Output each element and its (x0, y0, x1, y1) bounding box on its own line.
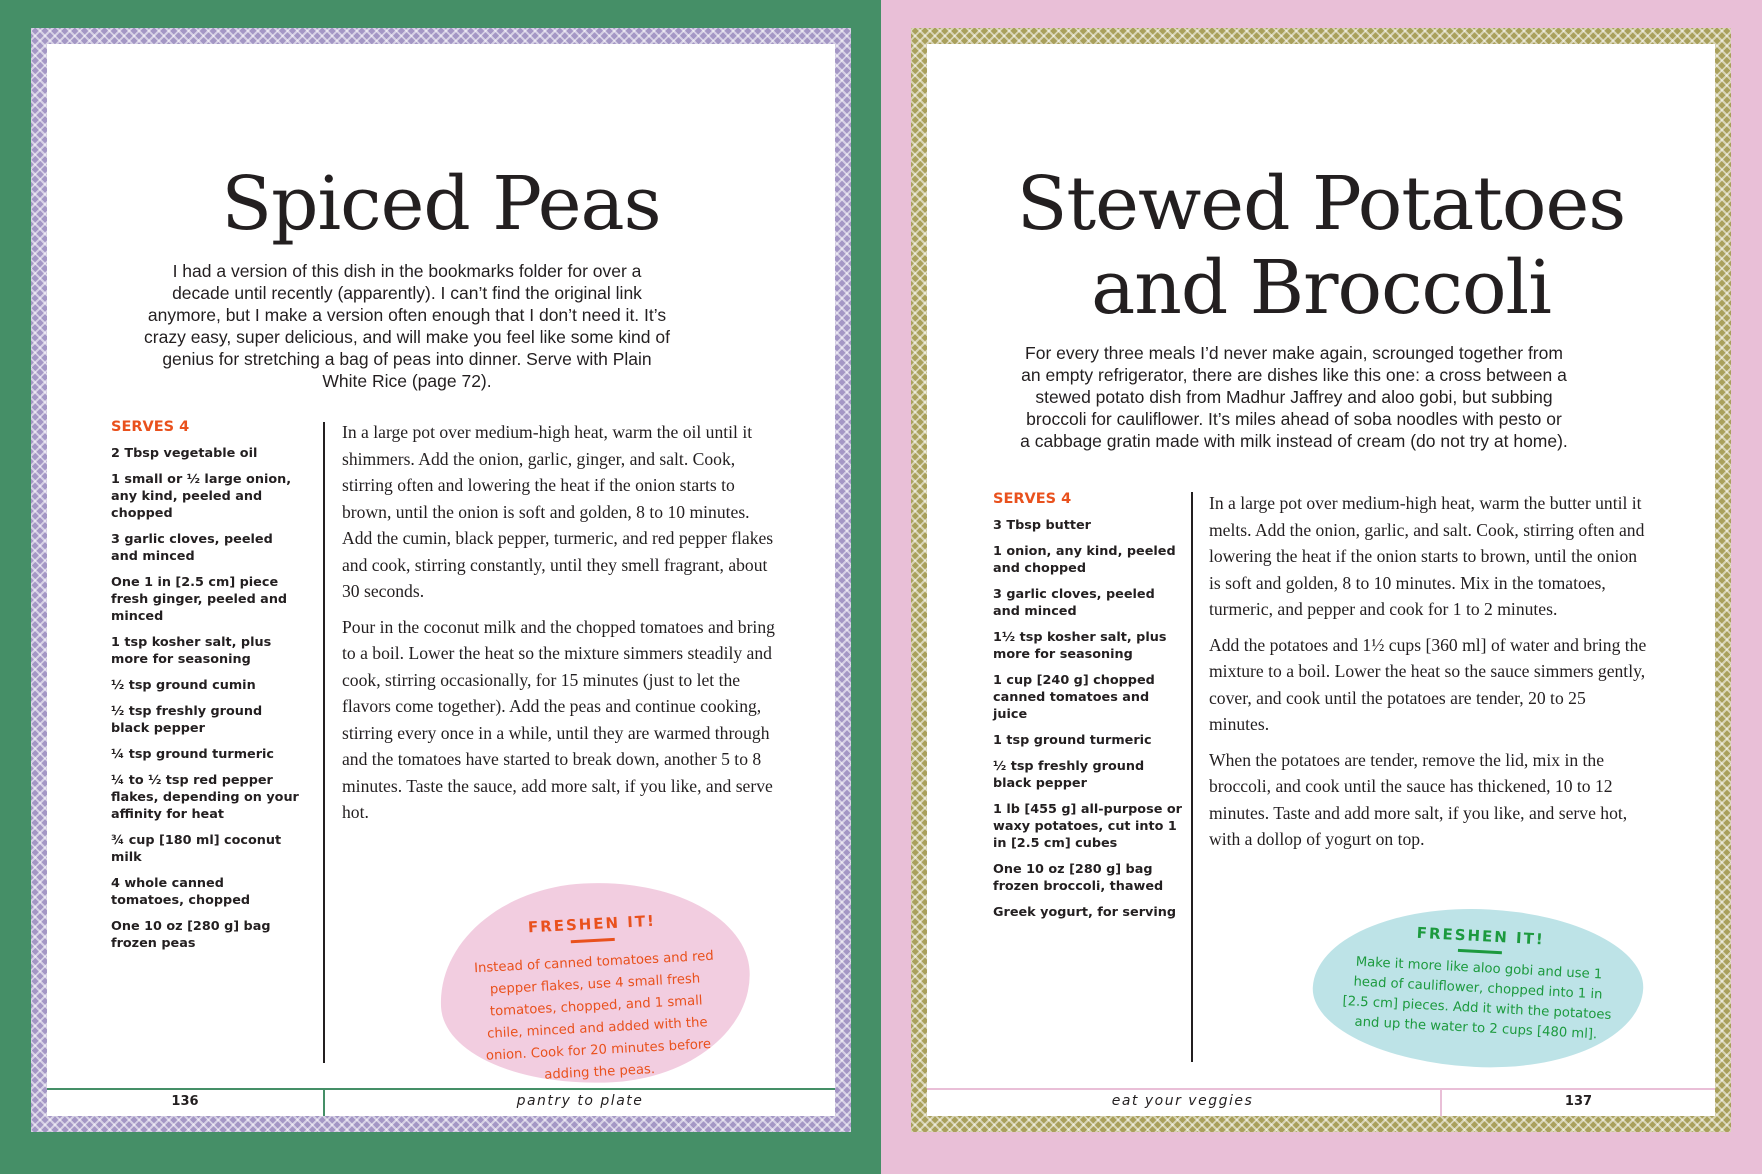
recipe-intro: I had a version of this dish in the bookmarks folder for over a decade until recently (apparently). I can’t find the original link anymore, but I make a version often enough that I don’t need it. It’s crazy easy, super delicious, and will make you feel like some kind of genius for stretching a bag of peas into dinner. Serve with Plain White Rice (page 72). (144, 261, 670, 391)
method-paragraph: When the potatoes are tender, remove the lid, mix in the broccoli, and cook until the sauce has thickened, 10 to 12 minutes. Taste and add more salt, if you like, and serve hot, with a dollop of yogurt on top. (1209, 749, 1628, 849)
ingredient-item: ½ tsp freshly ground black pepper (993, 759, 1145, 791)
right-page (881, 0, 1762, 1174)
ingredients-list (111, 419, 299, 961)
ingredient-item: 1 lb [455 g] all-purpose or waxy potatoes, cut into 1 in [2.5 cm] cubes (993, 802, 1182, 851)
ingredient-item: ½ tsp ground cumin (111, 678, 256, 693)
ingredient-item: 3 garlic cloves, peeled and minced (111, 532, 273, 564)
method-paragraph: In a large pot over medium-high heat, warm the butter until it melts. Add the onion, garlic, and salt. Cook, stirring often and lowering the heat if the onion starts to brown, until the onion is soft and golden, 8 to 10 minutes. Mix in the tomatoes, turmeric, and pepper and cook for 1 to 2 minutes. (1209, 493, 1645, 619)
ingredient-item: One 10 oz [280 g] bag frozen broccoli, thawed (993, 862, 1164, 894)
method-text (342, 419, 777, 835)
page-footer (927, 1088, 1715, 1116)
freshen-it-title: FRESHEN IT! (1416, 923, 1546, 949)
ingredient-item: ¼ to ½ tsp red pepper flakes, depending on your affinity for heat (111, 773, 299, 822)
left-page-frame (31, 28, 851, 1132)
recipe-title: Spiced Peas (221, 161, 661, 247)
recipe-title (927, 162, 1715, 330)
ingredient-item: One 10 oz [280 g] bag frozen peas (111, 919, 271, 951)
ingredient-item: 1 small or ½ large onion, any kind, peeled and chopped (111, 472, 292, 521)
ingredients-list (993, 491, 1183, 930)
ingredient-item: 1 onion, any kind, peeled and chopped (993, 544, 1176, 576)
running-head: eat your veggies (1111, 1093, 1254, 1109)
ingredient-item: 1 tsp ground turmeric (993, 733, 1152, 748)
freshen-it-title: FRESHEN IT! (527, 911, 657, 937)
ingredient-item: One 1 in [2.5 cm] piece fresh ginger, peeled and minced (111, 575, 288, 624)
recipe-title-line-1: Stewed Potatoes (1016, 161, 1626, 247)
running-head: pantry to plate (516, 1093, 644, 1109)
right-paper (927, 44, 1715, 1116)
ingredient-item: ½ tsp freshly ground black pepper (111, 704, 263, 736)
right-page-frame (911, 28, 1731, 1132)
callout-rule (1458, 949, 1502, 954)
ingredient-item: Greek yogurt, for serving (993, 905, 1177, 920)
ingredient-item: 3 garlic cloves, peeled and minced (993, 587, 1155, 619)
recipe-intro: For every three meals I’d never make again, scrounged together from an empty refrigerator, there are dishes like this one: a cross between a stewed potato dish from Madhur Jaffrey and aloo gobi, but subbing broccoli for cauliflower. It’s miles ahead of soba noodles with pesto or a cabbage gratin made with milk instead of cream (do not try at home). (1020, 343, 1568, 451)
ingredient-item: 1 tsp kosher salt, plus more for seasoning (111, 635, 272, 667)
recipe-title-line-2: and Broccoli (1091, 245, 1551, 331)
column-divider (323, 422, 325, 1063)
ingredient-item: ¼ tsp ground turmeric (111, 747, 274, 762)
ingredient-item: 1 cup [240 g] chopped canned tomatoes and juice (993, 673, 1155, 722)
ingredient-item: 3 Tbsp butter (993, 518, 1091, 533)
ingredient-item: 4 whole canned tomatoes, chopped (111, 876, 251, 908)
ingredient-item: ¾ cup [180 ml] coconut milk (111, 833, 282, 865)
ingredient-item: 2 Tbsp vegetable oil (111, 446, 258, 461)
page-number: 137 (1564, 1094, 1593, 1109)
method-text (1209, 490, 1649, 862)
page-number: 136 (171, 1094, 199, 1109)
callout-rule (571, 938, 615, 943)
footer-rule (927, 1088, 1715, 1090)
method-paragraph: Pour in the coconut milk and the chopped tomatoes and bring to a boil. Lower the heat so the mixture simmers steadily and cook, stirring occasionally, for 15 minutes (just to let the flavors come together). Add the peas and continue cooking, stirring every once in a while, until they are warmed through and the tomatoes have started to break down, another 5 to 8 minutes. Taste the sauce, add more salt, if you like, and serve hot. (342, 616, 775, 822)
freshen-it-text: Instead of canned tomatoes and red pepper flakes, use 4 small fresh tomatoes, chopped, and 1 small chile, minced and added with the onion. Cook for 20 minutes before adding the peas. (473, 948, 715, 1083)
freshen-it-text: Make it more like aloo gobi and use 1 head of cauliflower, chopped into 1 in [2.5 cm] pieces. Add it with the potatoes and up the water to 2 cups [480 ml]. (1342, 954, 1612, 1043)
column-divider (1191, 492, 1193, 1062)
freshen-it-callout (1309, 900, 1647, 1075)
page-footer (47, 1088, 835, 1116)
footer-rule (47, 1088, 835, 1090)
serves-label: SERVES 4 (993, 491, 1072, 507)
method-paragraph: Add the potatoes and 1½ cups [360 ml] of water and bring the mixture to a boil. Lower the heat so the sauce simmers gently, cover, and cook until the potatoes are tender, 20 to 25 minutes. (1209, 634, 1647, 734)
serves-label: SERVES 4 (111, 419, 190, 435)
freshen-it-callout (435, 875, 755, 1091)
ingredient-item: 1½ tsp kosher salt, plus more for seasoning (993, 630, 1167, 662)
method-paragraph: In a large pot over medium-high heat, warm the oil until it shimmers. Add the onion, garlic, ginger, and salt. Cook, stirring often and lowering the heat if the onion starts to brown, until the onion is soft and golden, 8 to 10 minutes. Add the cumin, black pepper, turmeric, and red pepper flakes and cook, stirring constantly, until they smell fragrant, about 30 seconds. (342, 422, 774, 601)
left-paper (47, 44, 835, 1116)
